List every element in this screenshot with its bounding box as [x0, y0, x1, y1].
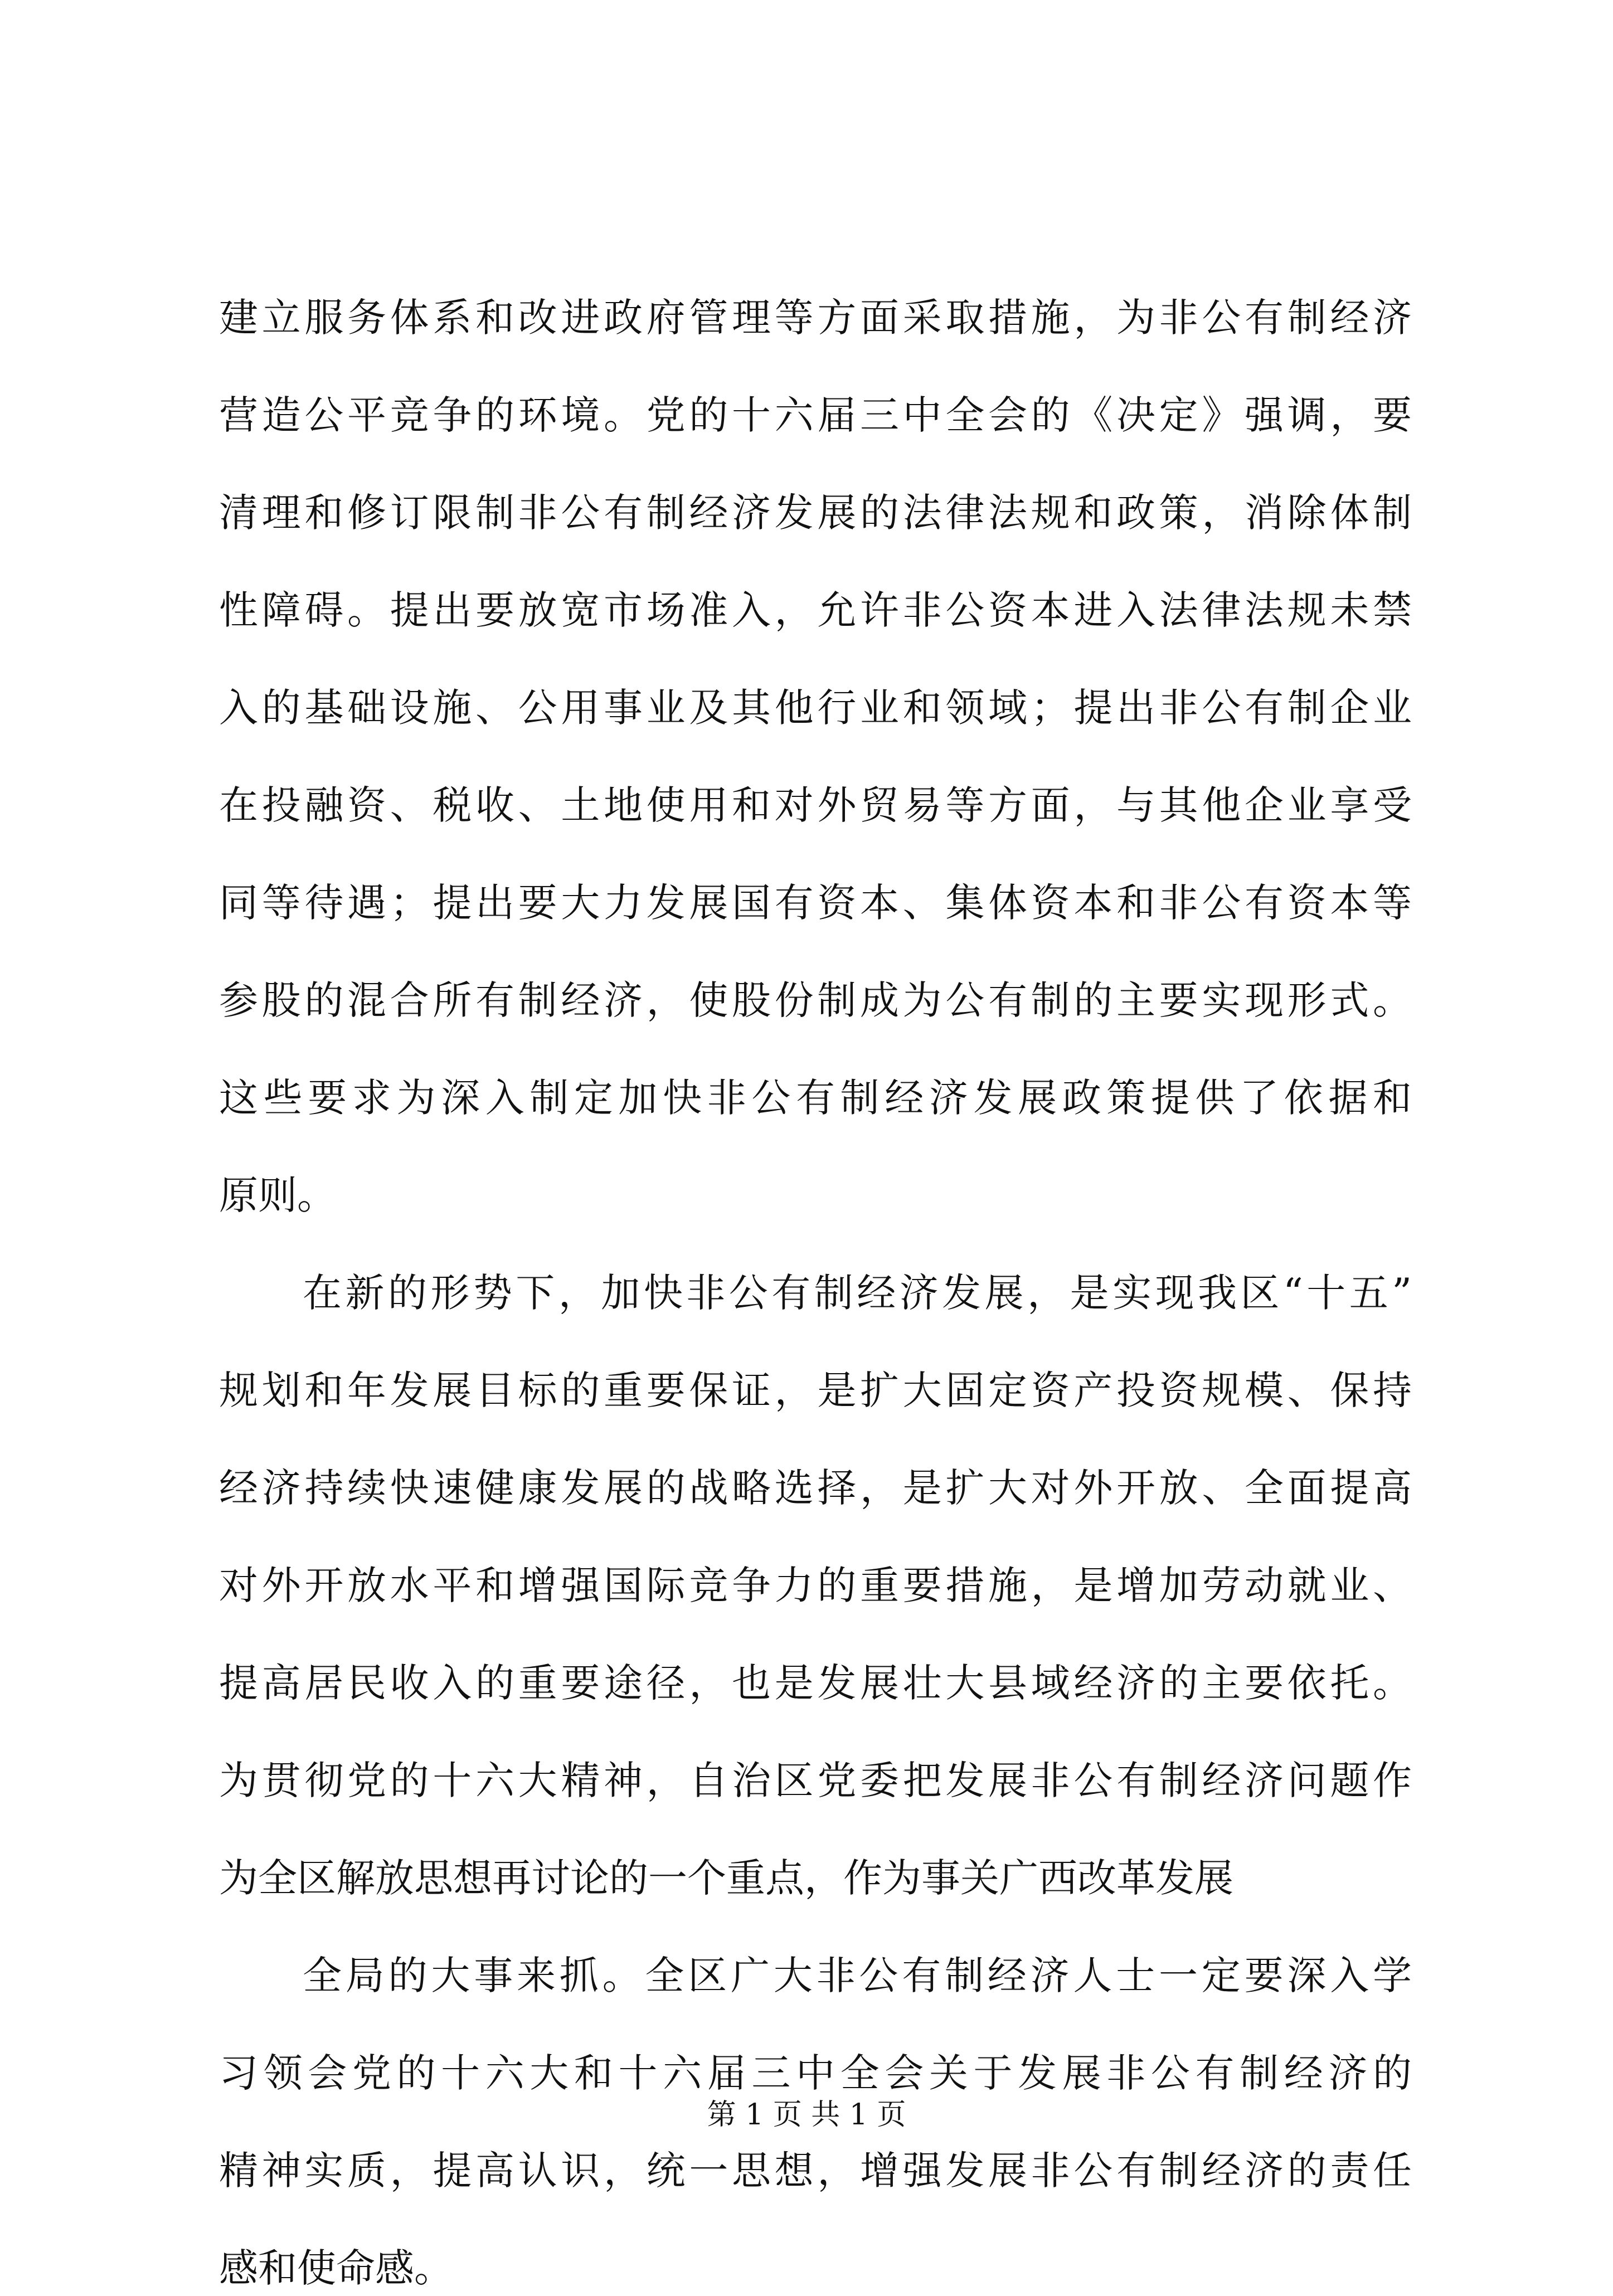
- text-line: 经济持续快速健康发展的战略选择，是扩大对外开放、全面提高: [219, 1465, 1412, 1511]
- text-line: 原则。: [219, 1173, 336, 1218]
- text-line: 性障碍。提出要放宽市场准入，允许非公资本进入法律法规未禁: [219, 587, 1412, 633]
- text-line: 建立服务体系和改进政府管理等方面采取措施，为非公有制经济: [219, 295, 1412, 340]
- text-line: 入的基础设施、公用事业及其他行业和领域；提出非公有制企业: [219, 685, 1412, 731]
- text-line: 这些要求为深入制定加快非公有制经济发展政策提供了依据和: [219, 1075, 1412, 1121]
- text-line: 在投融资、税收、土地使用和对外贸易等方面，与其他企业享受: [219, 782, 1412, 828]
- text-line: 全局的大事来抓。全区广大非公有制经济人士一定要深入学: [303, 1953, 1412, 1998]
- text-line: 感和使命感。: [219, 2245, 453, 2291]
- text-line: 参股的混合所有制经济，使股份制成为公有制的主要实现形式。: [219, 977, 1412, 1023]
- text-line: 在新的形势下，加快非公有制经济发展，是实现我区“十五”: [303, 1270, 1412, 1316]
- text-line: 清理和修订限制非公有制经济发展的法律法规和政策，消除体制: [219, 490, 1412, 536]
- text-line: 精神实质，提高认识，统一思想，增强发展非公有制经济的责任: [219, 2148, 1412, 2193]
- text-line: 对外开放水平和增强国际竞争力的重要措施，是增加劳动就业、: [219, 1563, 1412, 1608]
- text-line: 为全区解放思想再讨论的一个重点，作为事关广西改革发展: [219, 1855, 1233, 1901]
- text-line: 营造公平竞争的环境。党的十六届三中全会的《决定》强调，要: [219, 392, 1412, 438]
- text-line: 习领会党的十六大和十六届三中全会关于发展非公有制经济的: [219, 2050, 1412, 2096]
- text-line: 同等待遇；提出要大力发展国有资本、集体资本和非公有资本等: [219, 880, 1412, 926]
- text-line: 规划和年发展目标的重要保证，是扩大固定资产投资规模、保持: [219, 1368, 1412, 1413]
- page-footer: 第 1 页 共 1 页: [707, 2098, 906, 2132]
- text-line: 提高居民收入的重要途径，也是发展壮大县域经济的主要依托。: [219, 1660, 1412, 1706]
- text-line: 为贯彻党的十六大精神，自治区党委把发展非公有制经济问题作: [219, 1758, 1412, 1803]
